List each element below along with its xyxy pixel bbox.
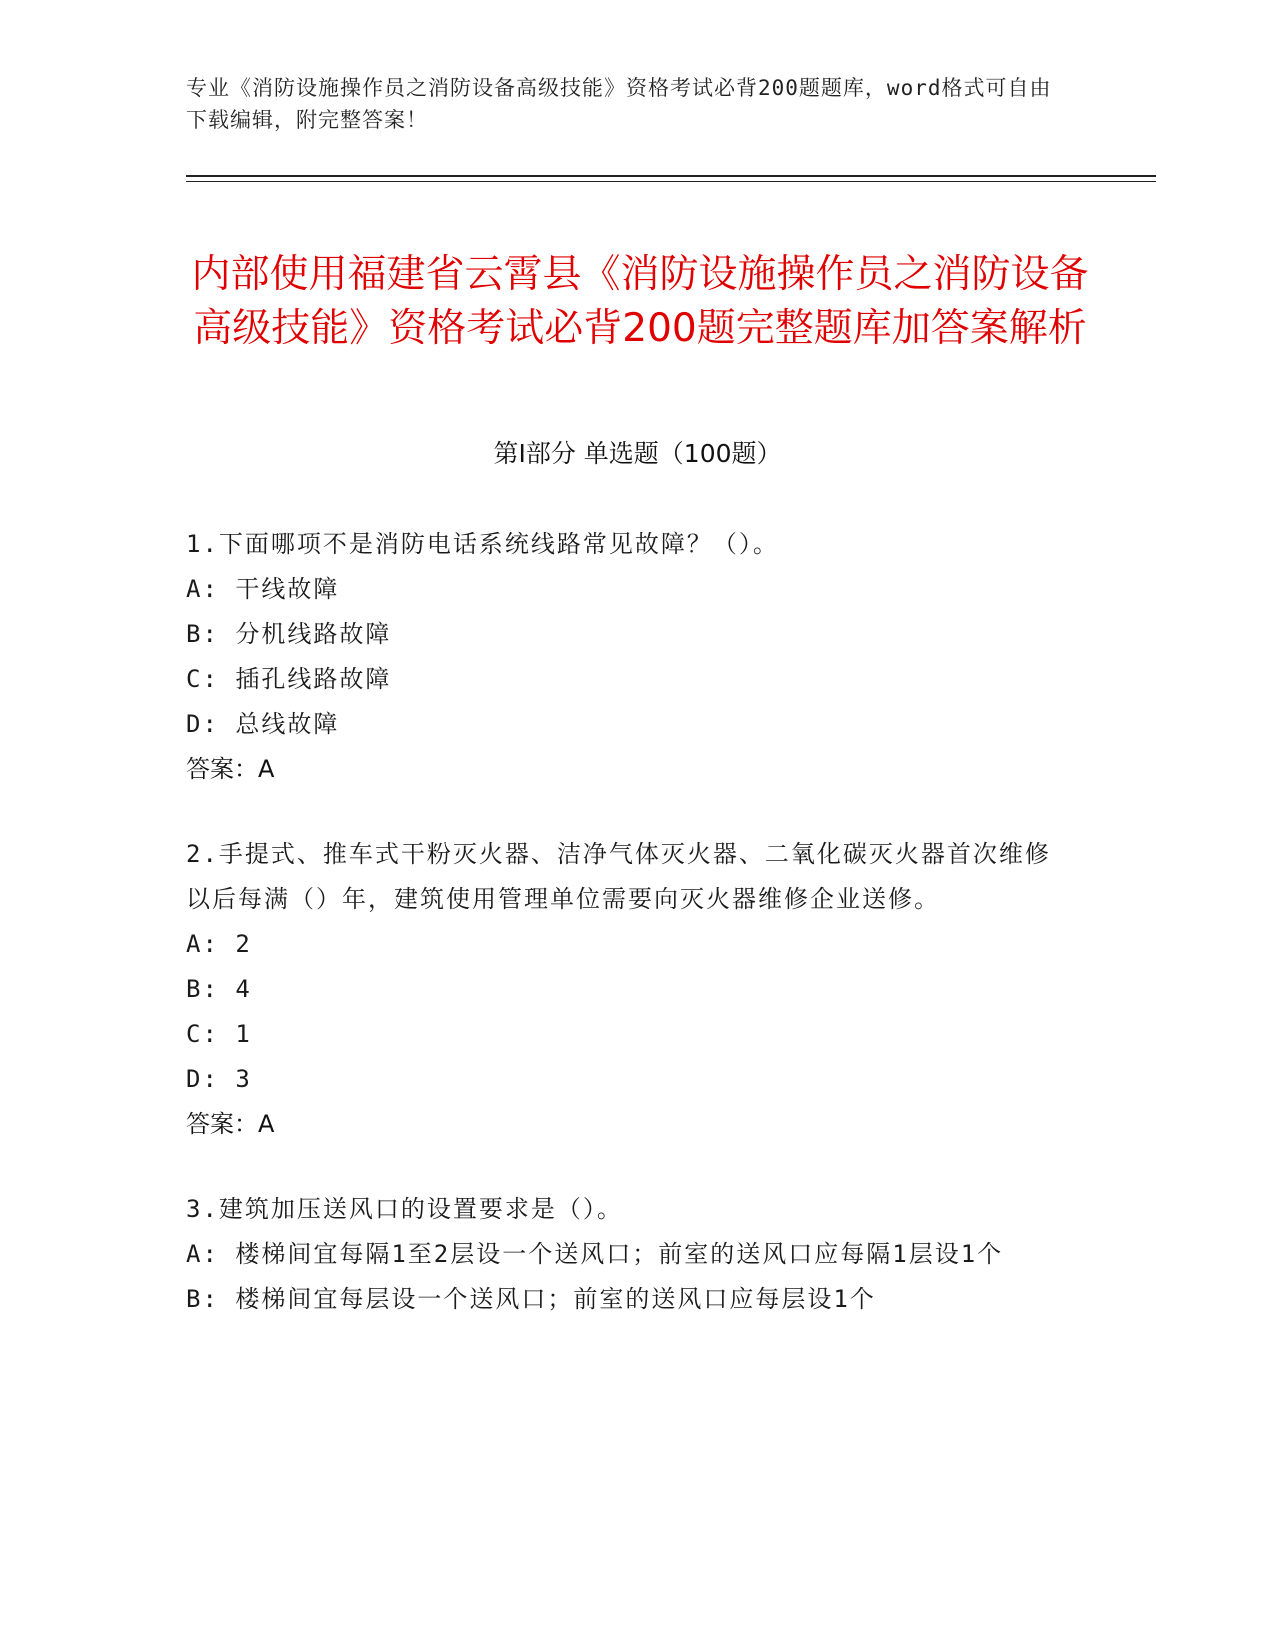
- question-stem: 2.手提式、推车式干粉灭火器、洁净气体灭火器、二氧化碳灭火器首次维修以后每满（）年，建筑使用管理单位需要向灭火器维修企业送修。: [186, 840, 1051, 913]
- header-note: 专业《消防设施操作员之消防设备高级技能》资格考试必背200题题库，word格式可自由下载编辑，附完整答案！: [186, 76, 1052, 132]
- option-b: B: 分机线路故障: [186, 620, 392, 648]
- option-c: C: 插孔线路故障: [186, 665, 392, 693]
- option-d: D: 总线故障: [186, 710, 340, 738]
- header-divider-thin: [186, 181, 1156, 182]
- question-1: [186, 522, 1076, 792]
- option-a: A: 2: [186, 930, 252, 958]
- question-stem: 1.下面哪项不是消防电话系统线路常见故障？（）。: [186, 530, 779, 558]
- option-a: A: 楼梯间宜每隔1至2层设一个送风口；前室的送风口应每隔1层设1个: [186, 1240, 1004, 1268]
- section-heading: 第I部分 单选题（100题）: [493, 439, 782, 468]
- answer-line: 答案：A: [186, 755, 275, 783]
- question-stem: 3.建筑加压送风口的设置要求是（）。: [186, 1195, 623, 1223]
- answer-line: 答案：A: [186, 1110, 275, 1138]
- question-list: [186, 522, 1076, 1362]
- option-b: B: 楼梯间宜每层设一个送风口；前室的送风口应每层设1个: [186, 1285, 876, 1313]
- option-c: C: 1: [186, 1020, 252, 1048]
- document-title: 内部使用福建省云霄县《消防设施操作员之消防设备高级技能》资格考试必背200题完整题库加答案解析: [191, 252, 1089, 352]
- option-a: A: 干线故障: [186, 575, 340, 603]
- question-2: [186, 832, 1076, 1147]
- option-b: B: 4: [186, 975, 252, 1003]
- option-d: D: 3: [186, 1065, 252, 1093]
- header-divider-thick: [186, 175, 1156, 177]
- question-3: [186, 1187, 1076, 1322]
